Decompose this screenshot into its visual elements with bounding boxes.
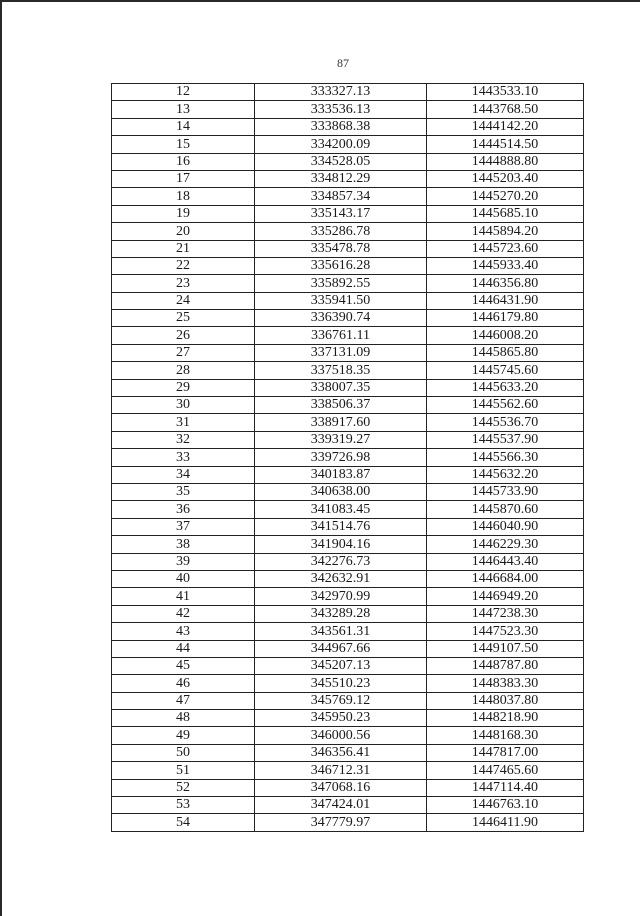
point-number-cell: 37 — [112, 518, 255, 535]
y-coordinate-cell: 1448037.80 — [427, 692, 584, 709]
x-coordinate-cell: 337131.09 — [255, 344, 427, 361]
table-row — [112, 501, 584, 518]
table-row — [112, 570, 584, 587]
y-coordinate-cell: 1445894.20 — [427, 223, 584, 240]
x-coordinate-cell: 345207.13 — [255, 657, 427, 674]
y-coordinate-cell: 1447523.30 — [427, 623, 584, 640]
point-number-cell: 25 — [112, 310, 255, 327]
point-number-cell: 14 — [112, 118, 255, 135]
coordinates-table-body — [112, 84, 584, 832]
x-coordinate-cell: 335478.78 — [255, 240, 427, 257]
table-row — [112, 623, 584, 640]
point-number-cell: 43 — [112, 623, 255, 640]
point-number-cell: 12 — [112, 84, 255, 101]
x-coordinate-cell: 341083.45 — [255, 501, 427, 518]
point-number-cell: 45 — [112, 657, 255, 674]
y-coordinate-cell: 1445562.60 — [427, 397, 584, 414]
x-coordinate-cell: 334857.34 — [255, 188, 427, 205]
point-number-cell: 36 — [112, 501, 255, 518]
x-coordinate-cell: 345769.12 — [255, 692, 427, 709]
y-coordinate-cell: 1447465.60 — [427, 762, 584, 779]
y-coordinate-cell: 1445933.40 — [427, 257, 584, 274]
point-number-cell: 29 — [112, 379, 255, 396]
y-coordinate-cell: 1445870.60 — [427, 501, 584, 518]
y-coordinate-cell: 1446229.30 — [427, 536, 584, 553]
x-coordinate-cell: 338506.37 — [255, 397, 427, 414]
y-coordinate-cell: 1447114.40 — [427, 779, 584, 796]
y-coordinate-cell: 1448218.90 — [427, 710, 584, 727]
y-coordinate-cell: 1446443.40 — [427, 553, 584, 570]
point-number-cell: 53 — [112, 797, 255, 814]
point-number-cell: 49 — [112, 727, 255, 744]
table-row — [112, 518, 584, 535]
point-number-cell: 28 — [112, 362, 255, 379]
table-row — [112, 553, 584, 570]
x-coordinate-cell: 333327.13 — [255, 84, 427, 101]
table-row — [112, 275, 584, 292]
x-coordinate-cell: 346000.56 — [255, 727, 427, 744]
y-coordinate-cell: 1445745.60 — [427, 362, 584, 379]
table-row — [112, 310, 584, 327]
x-coordinate-cell: 345950.23 — [255, 710, 427, 727]
point-number-cell: 52 — [112, 779, 255, 796]
point-number-cell: 24 — [112, 292, 255, 309]
point-number-cell: 23 — [112, 275, 255, 292]
y-coordinate-cell: 1444888.80 — [427, 153, 584, 170]
table-row — [112, 449, 584, 466]
y-coordinate-cell: 1448383.30 — [427, 675, 584, 692]
point-number-cell: 51 — [112, 762, 255, 779]
y-coordinate-cell: 1446008.20 — [427, 327, 584, 344]
point-number-cell: 15 — [112, 136, 255, 153]
table-row — [112, 797, 584, 814]
y-coordinate-cell: 1445203.40 — [427, 170, 584, 187]
y-coordinate-cell: 1444142.20 — [427, 118, 584, 135]
y-coordinate-cell: 1446431.90 — [427, 292, 584, 309]
point-number-cell: 32 — [112, 431, 255, 448]
table-row — [112, 605, 584, 622]
y-coordinate-cell: 1444514.50 — [427, 136, 584, 153]
table-row — [112, 744, 584, 761]
x-coordinate-cell: 335892.55 — [255, 275, 427, 292]
x-coordinate-cell: 343289.28 — [255, 605, 427, 622]
point-number-cell: 22 — [112, 257, 255, 274]
x-coordinate-cell: 338007.35 — [255, 379, 427, 396]
table-row — [112, 118, 584, 135]
y-coordinate-cell: 1445536.70 — [427, 414, 584, 431]
point-number-cell: 19 — [112, 205, 255, 222]
y-coordinate-cell: 1446040.90 — [427, 518, 584, 535]
y-coordinate-cell: 1445733.90 — [427, 483, 584, 500]
x-coordinate-cell: 340638.00 — [255, 483, 427, 500]
x-coordinate-cell: 335286.78 — [255, 223, 427, 240]
table-row — [112, 205, 584, 222]
page-number: 87 — [337, 56, 349, 70]
x-coordinate-cell: 341904.16 — [255, 536, 427, 553]
point-number-cell: 38 — [112, 536, 255, 553]
table-row — [112, 188, 584, 205]
x-coordinate-cell: 341514.76 — [255, 518, 427, 535]
y-coordinate-cell: 1448168.30 — [427, 727, 584, 744]
y-coordinate-cell: 1445723.60 — [427, 240, 584, 257]
point-number-cell: 20 — [112, 223, 255, 240]
y-coordinate-cell: 1447817.00 — [427, 744, 584, 761]
table-row — [112, 257, 584, 274]
table-row — [112, 779, 584, 796]
y-coordinate-cell: 1449107.50 — [427, 640, 584, 657]
y-coordinate-cell: 1447238.30 — [427, 605, 584, 622]
table-row — [112, 327, 584, 344]
x-coordinate-cell: 346356.41 — [255, 744, 427, 761]
table-row — [112, 657, 584, 674]
x-coordinate-cell: 334528.05 — [255, 153, 427, 170]
table-row — [112, 223, 584, 240]
table-row — [112, 136, 584, 153]
x-coordinate-cell: 334200.09 — [255, 136, 427, 153]
x-coordinate-cell: 342276.73 — [255, 553, 427, 570]
x-coordinate-cell: 333868.38 — [255, 118, 427, 135]
point-number-cell: 54 — [112, 814, 255, 831]
point-number-cell: 26 — [112, 327, 255, 344]
table-row — [112, 153, 584, 170]
x-coordinate-cell: 346712.31 — [255, 762, 427, 779]
point-number-cell: 30 — [112, 397, 255, 414]
y-coordinate-cell: 1445633.20 — [427, 379, 584, 396]
x-coordinate-cell: 347068.16 — [255, 779, 427, 796]
point-number-cell: 46 — [112, 675, 255, 692]
table-row — [112, 640, 584, 657]
y-coordinate-cell: 1445537.90 — [427, 431, 584, 448]
y-coordinate-cell: 1443533.10 — [427, 84, 584, 101]
table-row — [112, 466, 584, 483]
y-coordinate-cell: 1445865.80 — [427, 344, 584, 361]
y-coordinate-cell: 1448787.80 — [427, 657, 584, 674]
x-coordinate-cell: 337518.35 — [255, 362, 427, 379]
table-row — [112, 692, 584, 709]
point-number-cell: 31 — [112, 414, 255, 431]
point-number-cell: 42 — [112, 605, 255, 622]
point-number-cell: 17 — [112, 170, 255, 187]
table-row — [112, 431, 584, 448]
point-number-cell: 34 — [112, 466, 255, 483]
x-coordinate-cell: 333536.13 — [255, 101, 427, 118]
table-row — [112, 536, 584, 553]
x-coordinate-cell: 336390.74 — [255, 310, 427, 327]
table-row — [112, 292, 584, 309]
table-row — [112, 727, 584, 744]
x-coordinate-cell: 344967.66 — [255, 640, 427, 657]
y-coordinate-cell: 1446411.90 — [427, 814, 584, 831]
y-coordinate-cell: 1446949.20 — [427, 588, 584, 605]
point-number-cell: 39 — [112, 553, 255, 570]
x-coordinate-cell: 339319.27 — [255, 431, 427, 448]
x-coordinate-cell: 338917.60 — [255, 414, 427, 431]
point-number-cell: 21 — [112, 240, 255, 257]
table-row — [112, 101, 584, 118]
x-coordinate-cell: 345510.23 — [255, 675, 427, 692]
y-coordinate-cell: 1446684.00 — [427, 570, 584, 587]
table-row — [112, 675, 584, 692]
point-number-cell: 35 — [112, 483, 255, 500]
x-coordinate-cell: 342970.99 — [255, 588, 427, 605]
point-number-cell: 47 — [112, 692, 255, 709]
x-coordinate-cell: 334812.29 — [255, 170, 427, 187]
point-number-cell: 50 — [112, 744, 255, 761]
y-coordinate-cell: 1446179.80 — [427, 310, 584, 327]
table-row — [112, 762, 584, 779]
point-number-cell: 16 — [112, 153, 255, 170]
y-coordinate-cell: 1443768.50 — [427, 101, 584, 118]
x-coordinate-cell: 339726.98 — [255, 449, 427, 466]
x-coordinate-cell: 335941.50 — [255, 292, 427, 309]
table-row — [112, 362, 584, 379]
y-coordinate-cell: 1445632.20 — [427, 466, 584, 483]
point-number-cell: 27 — [112, 344, 255, 361]
y-coordinate-cell: 1445685.10 — [427, 205, 584, 222]
x-coordinate-cell: 347779.97 — [255, 814, 427, 831]
point-number-cell: 48 — [112, 710, 255, 727]
y-coordinate-cell: 1446763.10 — [427, 797, 584, 814]
table-row — [112, 710, 584, 727]
y-coordinate-cell: 1445566.30 — [427, 449, 584, 466]
y-coordinate-cell: 1446356.80 — [427, 275, 584, 292]
x-coordinate-cell: 340183.87 — [255, 466, 427, 483]
point-number-cell: 41 — [112, 588, 255, 605]
coordinates-table — [111, 83, 584, 832]
table-row — [112, 344, 584, 361]
x-coordinate-cell: 335616.28 — [255, 257, 427, 274]
table-row — [112, 414, 584, 431]
table-row — [112, 240, 584, 257]
table-row — [112, 483, 584, 500]
table-row — [112, 170, 584, 187]
table-row — [112, 379, 584, 396]
x-coordinate-cell: 343561.31 — [255, 623, 427, 640]
point-number-cell: 44 — [112, 640, 255, 657]
point-number-cell: 33 — [112, 449, 255, 466]
x-coordinate-cell: 335143.17 — [255, 205, 427, 222]
table-row — [112, 588, 584, 605]
x-coordinate-cell: 336761.11 — [255, 327, 427, 344]
table-row — [112, 84, 584, 101]
point-number-cell: 40 — [112, 570, 255, 587]
x-coordinate-cell: 342632.91 — [255, 570, 427, 587]
table-row — [112, 397, 584, 414]
y-coordinate-cell: 1445270.20 — [427, 188, 584, 205]
table-row — [112, 814, 584, 831]
point-number-cell: 18 — [112, 188, 255, 205]
x-coordinate-cell: 347424.01 — [255, 797, 427, 814]
point-number-cell: 13 — [112, 101, 255, 118]
